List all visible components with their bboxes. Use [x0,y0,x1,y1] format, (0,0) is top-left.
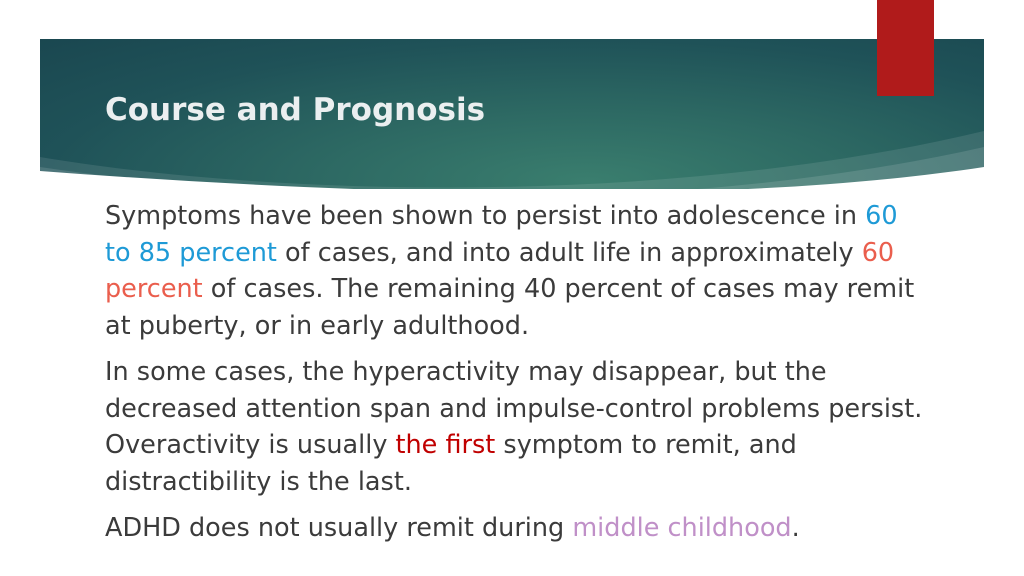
text-run: symptom to remit, and distractibility is the last. [105,430,797,497]
accent-tab [877,0,934,96]
text-run: In some cases, the hyperactivity may disappear, but the decreased attention span and impulse-control problems persist. Overactivity is usually [105,357,923,460]
text-run: of cases, and into adult life in approximately [276,237,862,268]
highlight-60-to-85-percent: 60 to 85 percent [105,201,898,268]
paragraph-hyperactivity [105,354,925,500]
text-run: ADHD does not usually remit during [105,513,573,543]
highlight-60-percent: 60 percent [105,237,895,304]
highlight-the-first: the first [395,430,496,460]
paragraph-persistence [105,198,925,344]
slide-title: Course and Prognosis [105,92,486,128]
text-run: Symptoms have been shown to persist into adolescence in [105,201,866,231]
slide-body [105,198,925,557]
highlight-middle-childhood: middle childhood [572,513,792,543]
paragraph-remission [105,510,925,547]
text-run: of cases. The remaining 40 percent of cases may remit at puberty, or in early adulthood. [105,274,915,341]
text-run: . [791,513,800,543]
